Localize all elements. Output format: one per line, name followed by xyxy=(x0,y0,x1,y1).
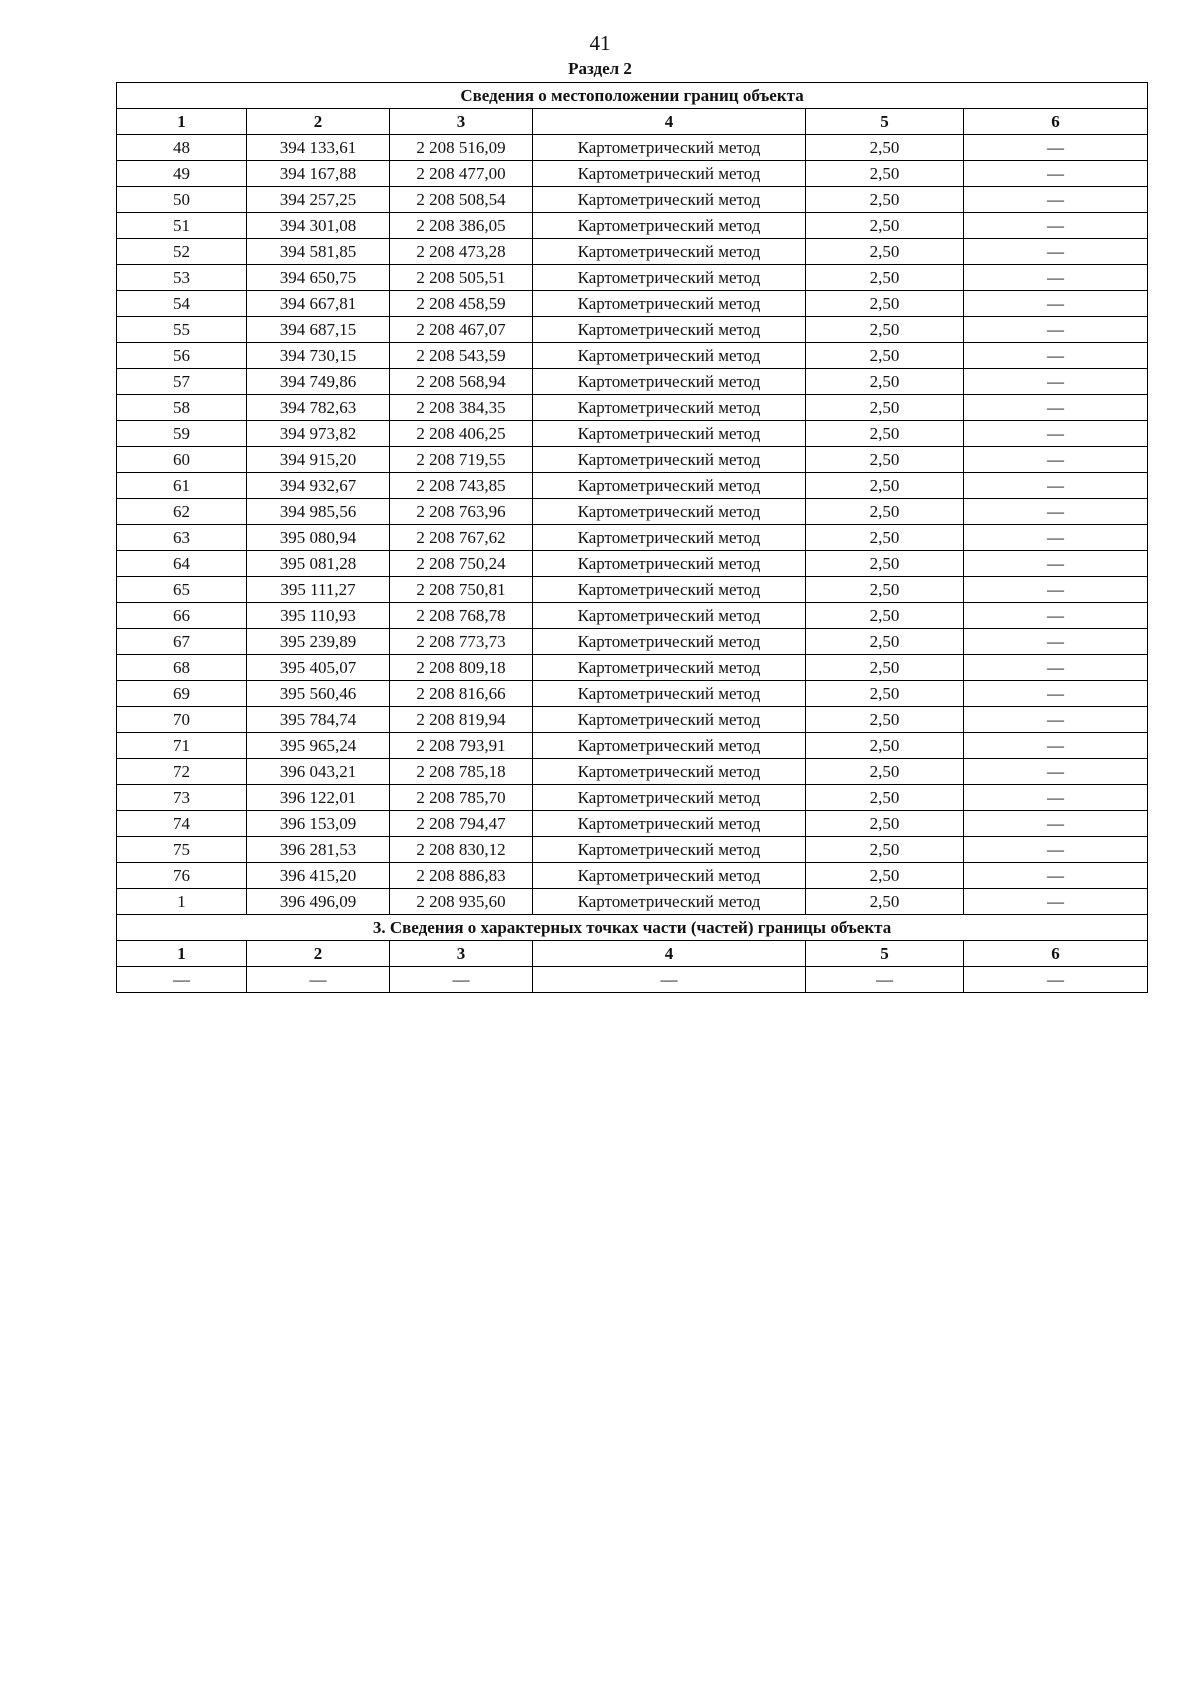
table-cell: 2 208 767,62 xyxy=(390,525,533,551)
table-cell: 2 208 773,73 xyxy=(390,629,533,655)
table-cell: 2,50 xyxy=(806,837,964,863)
table-cell: 395 965,24 xyxy=(247,733,390,759)
table-cell: 2 208 816,66 xyxy=(390,681,533,707)
table-row xyxy=(117,291,1148,317)
table-cell: Картометрический метод xyxy=(533,395,806,421)
table-cell: 2 208 935,60 xyxy=(390,889,533,915)
table-cell: 394 782,63 xyxy=(247,395,390,421)
table-cell: — xyxy=(964,603,1148,629)
table-cell: Картометрический метод xyxy=(533,863,806,889)
table-cell: 2,50 xyxy=(806,889,964,915)
table-cell: 2 208 406,25 xyxy=(390,421,533,447)
table-cell: 2,50 xyxy=(806,499,964,525)
table-cell: — xyxy=(964,681,1148,707)
table-cell: — xyxy=(964,499,1148,525)
table-cell: Картометрический метод xyxy=(533,239,806,265)
table2-header-cell: 5 xyxy=(806,941,964,967)
table-cell: 2,50 xyxy=(806,785,964,811)
table-cell: 72 xyxy=(117,759,247,785)
page-number: 41 xyxy=(589,31,611,55)
table-cell: Картометрический метод xyxy=(533,837,806,863)
table-cell: 2 208 568,94 xyxy=(390,369,533,395)
table-cell: 2 208 809,18 xyxy=(390,655,533,681)
table-cell: — xyxy=(964,577,1148,603)
table-row xyxy=(117,967,1148,993)
table-cell: 2,50 xyxy=(806,733,964,759)
table-cell: Картометрический метод xyxy=(533,681,806,707)
table-cell: Картометрический метод xyxy=(533,577,806,603)
table-cell: Картометрический метод xyxy=(533,785,806,811)
table-row xyxy=(117,811,1148,837)
table-cell: 70 xyxy=(117,707,247,733)
table-cell: 396 281,53 xyxy=(247,837,390,863)
table-cell: 74 xyxy=(117,811,247,837)
table-cell: 2 208 750,81 xyxy=(390,577,533,603)
table-cell: — xyxy=(247,967,390,993)
table-cell: Картометрический метод xyxy=(533,733,806,759)
table-cell: 394 749,86 xyxy=(247,369,390,395)
table-cell: 2 208 386,05 xyxy=(390,213,533,239)
table-cell: 2,50 xyxy=(806,655,964,681)
table-cell: Картометрический метод xyxy=(533,811,806,837)
table-cell: 394 581,85 xyxy=(247,239,390,265)
table-cell: — xyxy=(964,421,1148,447)
table-cell: 2 208 505,51 xyxy=(390,265,533,291)
table-cell: — xyxy=(964,447,1148,473)
table-cell: — xyxy=(964,811,1148,837)
table2-header-cell: 2 xyxy=(247,941,390,967)
table-cell: 2 208 794,47 xyxy=(390,811,533,837)
table-cell: Картометрический метод xyxy=(533,447,806,473)
table-cell: 394 985,56 xyxy=(247,499,390,525)
boundary-table-body xyxy=(117,83,1148,993)
table-cell: Картометрический метод xyxy=(533,135,806,161)
table-cell: Картометрический метод xyxy=(533,369,806,395)
table-cell: 58 xyxy=(117,395,247,421)
table-cell: 394 667,81 xyxy=(247,291,390,317)
table-cell: 2 208 763,96 xyxy=(390,499,533,525)
table-cell: 395 239,89 xyxy=(247,629,390,655)
table-row xyxy=(117,785,1148,811)
table-cell: Картометрический метод xyxy=(533,551,806,577)
table-cell: 2 208 886,83 xyxy=(390,863,533,889)
table1-header-cell: 3 xyxy=(390,109,533,135)
table-cell: 394 650,75 xyxy=(247,265,390,291)
table-cell: — xyxy=(964,291,1148,317)
table-cell: 2,50 xyxy=(806,681,964,707)
table-cell: 395 081,28 xyxy=(247,551,390,577)
table-cell: 53 xyxy=(117,265,247,291)
table-cell: Картометрический метод xyxy=(533,421,806,447)
table-cell: 2,50 xyxy=(806,369,964,395)
table-cell: Картометрический метод xyxy=(533,525,806,551)
table-cell: Картометрический метод xyxy=(533,499,806,525)
table-cell: 62 xyxy=(117,499,247,525)
table-row xyxy=(117,135,1148,161)
table-cell: 2 208 819,94 xyxy=(390,707,533,733)
table-cell: — xyxy=(964,655,1148,681)
table-row xyxy=(117,369,1148,395)
table-cell: 54 xyxy=(117,291,247,317)
table-cell: — xyxy=(964,239,1148,265)
table-cell: — xyxy=(964,889,1148,915)
table-cell: 2,50 xyxy=(806,213,964,239)
table2-caption: 3. Сведения о характерных точках части (частей) границы объекта xyxy=(117,915,1148,941)
table-cell: 394 973,82 xyxy=(247,421,390,447)
table-cell: 2 208 785,18 xyxy=(390,759,533,785)
table-cell: — xyxy=(533,967,806,993)
table-cell: 394 687,15 xyxy=(247,317,390,343)
table-cell: — xyxy=(964,525,1148,551)
table-cell: 60 xyxy=(117,447,247,473)
table-cell: 2,50 xyxy=(806,473,964,499)
table-cell: 65 xyxy=(117,577,247,603)
table-cell: 2 208 768,78 xyxy=(390,603,533,629)
table-cell: 396 153,09 xyxy=(247,811,390,837)
table-row xyxy=(117,499,1148,525)
table-cell: 61 xyxy=(117,473,247,499)
table-cell: — xyxy=(964,551,1148,577)
table-cell: 73 xyxy=(117,785,247,811)
table-cell: 71 xyxy=(117,733,247,759)
table-cell: 2,50 xyxy=(806,187,964,213)
table-cell: — xyxy=(964,369,1148,395)
table2-header-cell: 3 xyxy=(390,941,533,967)
table-cell: 2,50 xyxy=(806,265,964,291)
table-cell: 2,50 xyxy=(806,811,964,837)
table-cell: 64 xyxy=(117,551,247,577)
table-row xyxy=(117,551,1148,577)
table-cell: 2 208 830,12 xyxy=(390,837,533,863)
table-cell: 50 xyxy=(117,187,247,213)
table-cell: Картометрический метод xyxy=(533,603,806,629)
table-cell: Картометрический метод xyxy=(533,707,806,733)
table-row xyxy=(117,395,1148,421)
table-row xyxy=(117,317,1148,343)
table-cell: 2 208 384,35 xyxy=(390,395,533,421)
table-cell: 2 208 477,00 xyxy=(390,161,533,187)
table-cell: 2,50 xyxy=(806,161,964,187)
table-row xyxy=(117,577,1148,603)
table-cell: 2,50 xyxy=(806,863,964,889)
table-cell: Картометрический метод xyxy=(533,213,806,239)
table-cell: 2,50 xyxy=(806,317,964,343)
table-cell: 2,50 xyxy=(806,759,964,785)
table-cell: — xyxy=(390,967,533,993)
table-row xyxy=(117,473,1148,499)
table-cell: 75 xyxy=(117,837,247,863)
table-cell: — xyxy=(964,629,1148,655)
table-cell: 2,50 xyxy=(806,291,964,317)
table-cell: 2,50 xyxy=(806,239,964,265)
table-cell: 55 xyxy=(117,317,247,343)
table-row xyxy=(117,733,1148,759)
table-cell: 396 122,01 xyxy=(247,785,390,811)
table-cell: Картометрический метод xyxy=(533,317,806,343)
table-cell: 67 xyxy=(117,629,247,655)
table-cell: 69 xyxy=(117,681,247,707)
table-cell: 396 043,21 xyxy=(247,759,390,785)
table2-header-cell: 4 xyxy=(533,941,806,967)
table2-header-cell: 6 xyxy=(964,941,1148,967)
table-row xyxy=(117,265,1148,291)
table-cell: 2,50 xyxy=(806,421,964,447)
table-cell: 2 208 793,91 xyxy=(390,733,533,759)
table-cell: — xyxy=(964,213,1148,239)
table-cell: 2,50 xyxy=(806,707,964,733)
table-cell: — xyxy=(964,135,1148,161)
table-cell: — xyxy=(964,785,1148,811)
table-row xyxy=(117,187,1148,213)
table-cell: Картометрический метод xyxy=(533,291,806,317)
table-row xyxy=(117,421,1148,447)
boundary-table xyxy=(116,82,1148,993)
table-row xyxy=(117,681,1148,707)
table-cell: Картометрический метод xyxy=(533,265,806,291)
table-cell: Картометрический метод xyxy=(533,655,806,681)
table-cell: 49 xyxy=(117,161,247,187)
table-cell: Картометрический метод xyxy=(533,889,806,915)
table-cell: 2 208 473,28 xyxy=(390,239,533,265)
table1-header-cell: 5 xyxy=(806,109,964,135)
table-cell: — xyxy=(964,759,1148,785)
table-cell: — xyxy=(964,317,1148,343)
table-row xyxy=(117,837,1148,863)
table-row xyxy=(117,629,1148,655)
table-cell: 395 110,93 xyxy=(247,603,390,629)
table-cell: 395 080,94 xyxy=(247,525,390,551)
table-cell: 52 xyxy=(117,239,247,265)
table-cell: 394 167,88 xyxy=(247,161,390,187)
table-cell: 396 415,20 xyxy=(247,863,390,889)
table-cell: 395 560,46 xyxy=(247,681,390,707)
table1-header-cell: 4 xyxy=(533,109,806,135)
table-cell: 56 xyxy=(117,343,247,369)
table-cell: — xyxy=(964,343,1148,369)
table-cell: 63 xyxy=(117,525,247,551)
table-cell: 48 xyxy=(117,135,247,161)
table-cell: 2,50 xyxy=(806,525,964,551)
table1-caption: Сведения о местоположении границ объекта xyxy=(117,83,1148,109)
table-cell: 2,50 xyxy=(806,577,964,603)
table1-header-row xyxy=(117,109,1148,135)
table-cell: 2 208 543,59 xyxy=(390,343,533,369)
table-row xyxy=(117,161,1148,187)
table-cell: 76 xyxy=(117,863,247,889)
table-cell: 395 784,74 xyxy=(247,707,390,733)
table-cell: 2,50 xyxy=(806,629,964,655)
table-cell: — xyxy=(117,967,247,993)
table1-header-cell: 6 xyxy=(964,109,1148,135)
table-cell: Картометрический метод xyxy=(533,343,806,369)
table-cell: 2 208 743,85 xyxy=(390,473,533,499)
table-cell: — xyxy=(964,837,1148,863)
table1-caption-row xyxy=(117,83,1148,109)
table-cell: — xyxy=(806,967,964,993)
table-cell: 2,50 xyxy=(806,395,964,421)
table-cell: — xyxy=(964,265,1148,291)
table-cell: Картометрический метод xyxy=(533,759,806,785)
table-row xyxy=(117,863,1148,889)
table-cell: 2,50 xyxy=(806,343,964,369)
table-cell: 395 405,07 xyxy=(247,655,390,681)
table-cell: 2 208 516,09 xyxy=(390,135,533,161)
table-row xyxy=(117,759,1148,785)
table-cell: 2 208 719,55 xyxy=(390,447,533,473)
table-cell: 2,50 xyxy=(806,603,964,629)
table-cell: 66 xyxy=(117,603,247,629)
table1-header-cell: 2 xyxy=(247,109,390,135)
table-cell: 2 208 785,70 xyxy=(390,785,533,811)
table-row xyxy=(117,655,1148,681)
table-row xyxy=(117,707,1148,733)
table-cell: 394 301,08 xyxy=(247,213,390,239)
table-cell: 2,50 xyxy=(806,135,964,161)
table-row xyxy=(117,525,1148,551)
table-cell: 394 257,25 xyxy=(247,187,390,213)
table1-header-cell: 1 xyxy=(117,109,247,135)
table-cell: — xyxy=(964,967,1148,993)
table-cell: Картометрический метод xyxy=(533,473,806,499)
table-cell: 396 496,09 xyxy=(247,889,390,915)
table-cell: 2 208 467,07 xyxy=(390,317,533,343)
table-row xyxy=(117,213,1148,239)
table-cell: Картометрический метод xyxy=(533,629,806,655)
table2-header-cell: 1 xyxy=(117,941,247,967)
section-title: Раздел 2 xyxy=(568,59,632,78)
table-cell: Картометрический метод xyxy=(533,161,806,187)
table-cell: 57 xyxy=(117,369,247,395)
table-cell: — xyxy=(964,473,1148,499)
table-row xyxy=(117,447,1148,473)
table-cell: 394 730,15 xyxy=(247,343,390,369)
table-cell: 2 208 458,59 xyxy=(390,291,533,317)
table-row xyxy=(117,889,1148,915)
table-cell: 51 xyxy=(117,213,247,239)
table-cell: 68 xyxy=(117,655,247,681)
table2-header-row xyxy=(117,941,1148,967)
table-cell: 394 932,67 xyxy=(247,473,390,499)
table-cell: Картометрический метод xyxy=(533,187,806,213)
table-cell: — xyxy=(964,395,1148,421)
table-cell: — xyxy=(964,161,1148,187)
table-cell: 395 111,27 xyxy=(247,577,390,603)
table-cell: 1 xyxy=(117,889,247,915)
table-row xyxy=(117,343,1148,369)
table-cell: 59 xyxy=(117,421,247,447)
table-cell: 2 208 750,24 xyxy=(390,551,533,577)
table-cell: 2,50 xyxy=(806,447,964,473)
table-cell: 394 133,61 xyxy=(247,135,390,161)
table-cell: — xyxy=(964,863,1148,889)
table-cell: — xyxy=(964,707,1148,733)
table2-caption-row xyxy=(117,915,1148,941)
table-row xyxy=(117,239,1148,265)
table-cell: 394 915,20 xyxy=(247,447,390,473)
table-cell: — xyxy=(964,733,1148,759)
table-cell: — xyxy=(964,187,1148,213)
table-cell: 2,50 xyxy=(806,551,964,577)
table-cell: 2 208 508,54 xyxy=(390,187,533,213)
table-row xyxy=(117,603,1148,629)
